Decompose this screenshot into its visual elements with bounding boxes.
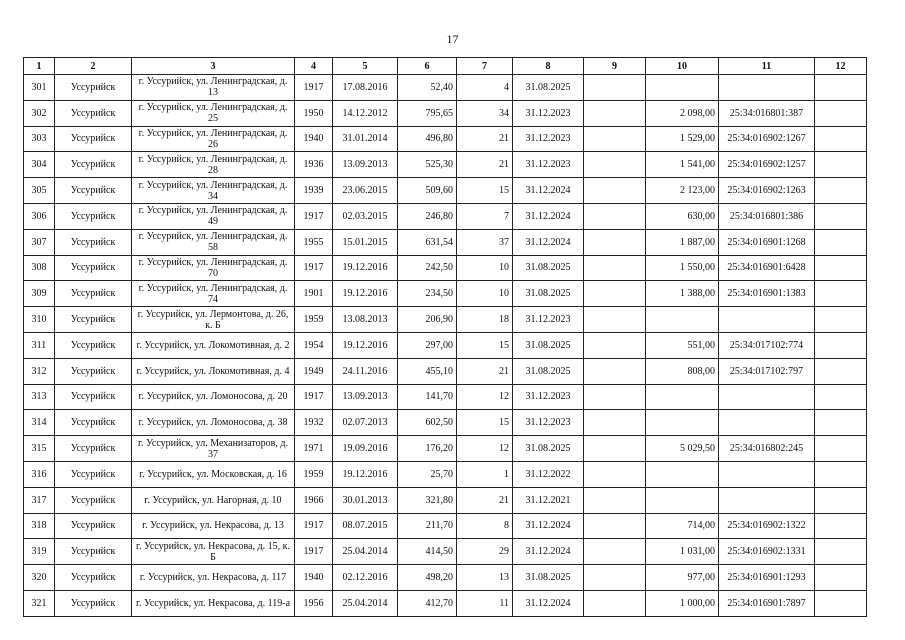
count-cell: 21 [457,126,513,152]
date-cell: 30.01.2013 [333,487,398,513]
city-cell: Уссурийск [55,307,132,333]
col9-cell [584,229,646,255]
cadastral-number-cell: 25:34:016902:1331 [719,539,815,565]
city-cell: Уссурийск [55,203,132,229]
city-cell: Уссурийск [55,255,132,281]
value-cell: 630,00 [646,203,719,229]
value-cell: 1 541,00 [646,152,719,178]
area-cell: 455,10 [398,358,457,384]
table-row [24,178,867,204]
table-row [24,126,867,152]
area-cell: 602,50 [398,410,457,436]
value-cell: 1 388,00 [646,281,719,307]
date-cell: 02.12.2016 [333,565,398,591]
cadastral-number-cell: 25:34:016902:1263 [719,178,815,204]
cadastral-number-cell: 25:34:016902:1322 [719,513,815,539]
count-cell: 34 [457,100,513,126]
address-cell: г. Уссурийск, ул. Ленинградская, д. 70 [132,255,295,281]
value-cell: 1 031,00 [646,539,719,565]
value-cell: 1 550,00 [646,255,719,281]
area-cell: 176,20 [398,436,457,462]
col12-cell [815,436,867,462]
deadline-cell: 31.08.2025 [513,358,584,384]
city-cell: Уссурийск [55,410,132,436]
deadline-cell: 31.08.2025 [513,565,584,591]
value-cell: 2 098,00 [646,100,719,126]
date-cell: 24.11.2016 [333,358,398,384]
year-cell: 1971 [295,436,333,462]
col12-cell [815,255,867,281]
area-cell: 496,80 [398,126,457,152]
col9-cell [584,178,646,204]
col9-cell [584,539,646,565]
date-cell: 14.12.2012 [333,100,398,126]
date-cell: 25.04.2014 [333,590,398,616]
area-cell: 525,30 [398,152,457,178]
year-cell: 1917 [295,75,333,101]
table-row [24,100,867,126]
deadline-cell: 31.12.2023 [513,384,584,410]
table-row [24,590,867,616]
city-cell: Уссурийск [55,487,132,513]
deadline-cell: 31.12.2024 [513,178,584,204]
count-cell: 18 [457,307,513,333]
column-header: 1 [24,58,55,75]
address-cell: г. Уссурийск, ул. Ломоносова, д. 20 [132,384,295,410]
address-cell: г. Уссурийск, ул. Ломоносова, д. 38 [132,410,295,436]
city-cell: Уссурийск [55,384,132,410]
deadline-cell: 31.12.2021 [513,487,584,513]
row-number-cell: 310 [24,307,55,333]
date-cell: 15.01.2015 [333,229,398,255]
count-cell: 8 [457,513,513,539]
address-cell: г. Уссурийск, ул. Некрасова, д. 117 [132,565,295,591]
column-header: 12 [815,58,867,75]
count-cell: 1 [457,461,513,487]
col9-cell [584,281,646,307]
date-cell: 13.08.2013 [333,307,398,333]
col9-cell [584,410,646,436]
col9-cell [584,487,646,513]
city-cell: Уссурийск [55,436,132,462]
table-row [24,203,867,229]
year-cell: 1917 [295,203,333,229]
address-cell: г. Уссурийск, ул. Ленинградская, д. 34 [132,178,295,204]
col9-cell [584,436,646,462]
year-cell: 1956 [295,590,333,616]
cadastral-number-cell: 25:34:016901:7897 [719,590,815,616]
count-cell: 37 [457,229,513,255]
table-row [24,539,867,565]
table-row [24,513,867,539]
col12-cell [815,152,867,178]
address-cell: г. Уссурийск, ул. Нагорная, д. 10 [132,487,295,513]
table-row [24,281,867,307]
cadastral-number-cell: 25:34:016901:1383 [719,281,815,307]
area-cell: 211,70 [398,513,457,539]
deadline-cell: 31.08.2025 [513,255,584,281]
col9-cell [584,100,646,126]
table-row [24,384,867,410]
count-cell: 15 [457,178,513,204]
date-cell: 19.12.2016 [333,281,398,307]
city-cell: Уссурийск [55,513,132,539]
table-row [24,75,867,101]
row-number-cell: 302 [24,100,55,126]
count-cell: 4 [457,75,513,101]
area-cell: 52,40 [398,75,457,101]
value-cell [646,410,719,436]
deadline-cell: 31.08.2025 [513,281,584,307]
col12-cell [815,487,867,513]
deadline-cell: 31.12.2023 [513,307,584,333]
col9-cell [584,75,646,101]
cadastral-number-cell [719,75,815,101]
cadastral-number-cell: 25:34:016901:1268 [719,229,815,255]
year-cell: 1949 [295,358,333,384]
deadline-cell: 31.12.2023 [513,126,584,152]
city-cell: Уссурийск [55,565,132,591]
date-cell: 17.08.2016 [333,75,398,101]
col12-cell [815,513,867,539]
city-cell: Уссурийск [55,332,132,358]
row-number-cell: 318 [24,513,55,539]
area-cell: 234,50 [398,281,457,307]
city-cell: Уссурийск [55,539,132,565]
column-header: 8 [513,58,584,75]
col12-cell [815,203,867,229]
value-cell [646,307,719,333]
table-row [24,332,867,358]
city-cell: Уссурийск [55,178,132,204]
column-header: 5 [333,58,398,75]
deadline-cell: 31.08.2025 [513,436,584,462]
value-cell: 2 123,00 [646,178,719,204]
date-cell: 08.07.2015 [333,513,398,539]
housing-register-table [23,57,867,617]
count-cell: 10 [457,281,513,307]
value-cell [646,384,719,410]
count-cell: 7 [457,203,513,229]
deadline-cell: 31.12.2023 [513,100,584,126]
address-cell: г. Уссурийск, ул. Лермонтова, д. 26, к. Б [132,307,295,333]
city-cell: Уссурийск [55,229,132,255]
row-number-cell: 311 [24,332,55,358]
row-number-cell: 301 [24,75,55,101]
row-number-cell: 319 [24,539,55,565]
table-row [24,565,867,591]
col9-cell [584,126,646,152]
table-row [24,410,867,436]
area-cell: 246,80 [398,203,457,229]
date-cell: 23.06.2015 [333,178,398,204]
row-number-cell: 316 [24,461,55,487]
row-number-cell: 306 [24,203,55,229]
column-header: 7 [457,58,513,75]
city-cell: Уссурийск [55,100,132,126]
address-cell: г. Уссурийск, ул. Ленинградская, д. 58 [132,229,295,255]
value-cell: 977,00 [646,565,719,591]
city-cell: Уссурийск [55,75,132,101]
col12-cell [815,332,867,358]
value-cell: 808,00 [646,358,719,384]
col12-cell [815,281,867,307]
row-number-cell: 314 [24,410,55,436]
col9-cell [584,332,646,358]
column-header: 10 [646,58,719,75]
col12-cell [815,539,867,565]
col9-cell [584,461,646,487]
row-number-cell: 303 [24,126,55,152]
row-number-cell: 315 [24,436,55,462]
deadline-cell: 31.12.2023 [513,410,584,436]
page-number: 17 [446,32,459,46]
year-cell: 1966 [295,487,333,513]
address-cell: г. Уссурийск, ул. Ленинградская, д. 25 [132,100,295,126]
deadline-cell: 31.12.2024 [513,513,584,539]
address-cell: г. Уссурийск, ул. Ленинградская, д. 28 [132,152,295,178]
col9-cell [584,565,646,591]
column-header: 3 [132,58,295,75]
city-cell: Уссурийск [55,461,132,487]
count-cell: 15 [457,410,513,436]
col12-cell [815,590,867,616]
count-cell: 15 [457,332,513,358]
col9-cell [584,513,646,539]
column-header: 6 [398,58,457,75]
count-cell: 21 [457,152,513,178]
table-row [24,152,867,178]
cadastral-number-cell: 25:34:016901:6428 [719,255,815,281]
table-row [24,307,867,333]
address-cell: г. Уссурийск, ул. Локомотивная, д. 4 [132,358,295,384]
cadastral-number-cell: 25:34:016801:387 [719,100,815,126]
col12-cell [815,178,867,204]
date-cell: 19.12.2016 [333,332,398,358]
year-cell: 1954 [295,332,333,358]
cadastral-number-cell: 25:34:016802:245 [719,436,815,462]
col12-cell [815,384,867,410]
cadastral-number-cell [719,410,815,436]
city-cell: Уссурийск [55,358,132,384]
cadastral-number-cell: 25:34:016901:1293 [719,565,815,591]
year-cell: 1932 [295,410,333,436]
col12-cell [815,100,867,126]
column-header: 2 [55,58,132,75]
row-number-cell: 307 [24,229,55,255]
cadastral-number-cell: 25:34:016902:1257 [719,152,815,178]
col9-cell [584,384,646,410]
col9-cell [584,203,646,229]
column-header: 9 [584,58,646,75]
cadastral-number-cell: 25:34:016902:1267 [719,126,815,152]
address-cell: г. Уссурийск, ул. Ленинградская, д. 49 [132,203,295,229]
row-number-cell: 321 [24,590,55,616]
count-cell: 21 [457,358,513,384]
table-row [24,487,867,513]
value-cell: 5 029,50 [646,436,719,462]
address-cell: г. Уссурийск, ул. Ленинградская, д. 13 [132,75,295,101]
deadline-cell: 31.12.2024 [513,229,584,255]
row-number-cell: 304 [24,152,55,178]
deadline-cell: 31.12.2023 [513,152,584,178]
year-cell: 1917 [295,384,333,410]
table-row [24,358,867,384]
address-cell: г. Уссурийск, ул. Некрасова, д. 119-а [132,590,295,616]
col9-cell [584,307,646,333]
city-cell: Уссурийск [55,126,132,152]
city-cell: Уссурийск [55,590,132,616]
area-cell: 498,20 [398,565,457,591]
row-number-cell: 309 [24,281,55,307]
cadastral-number-cell [719,384,815,410]
city-cell: Уссурийск [55,152,132,178]
year-cell: 1917 [295,255,333,281]
row-number-cell: 312 [24,358,55,384]
col9-cell [584,358,646,384]
deadline-cell: 31.12.2022 [513,461,584,487]
year-cell: 1940 [295,126,333,152]
count-cell: 12 [457,384,513,410]
date-cell: 31.01.2014 [333,126,398,152]
table-row [24,229,867,255]
deadline-cell: 31.08.2025 [513,332,584,358]
value-cell: 714,00 [646,513,719,539]
count-cell: 13 [457,565,513,591]
date-cell: 19.09.2016 [333,436,398,462]
area-cell: 297,00 [398,332,457,358]
column-header: 4 [295,58,333,75]
table-row [24,436,867,462]
date-cell: 25.04.2014 [333,539,398,565]
value-cell [646,461,719,487]
year-cell: 1901 [295,281,333,307]
date-cell: 13.09.2013 [333,384,398,410]
value-cell: 1 887,00 [646,229,719,255]
count-cell: 11 [457,590,513,616]
year-cell: 1950 [295,100,333,126]
col9-cell [584,590,646,616]
year-cell: 1939 [295,178,333,204]
address-cell: г. Уссурийск, ул. Московская, д. 16 [132,461,295,487]
year-cell: 1959 [295,307,333,333]
area-cell: 321,80 [398,487,457,513]
area-cell: 25,70 [398,461,457,487]
cadastral-number-cell [719,487,815,513]
year-cell: 1917 [295,513,333,539]
table-row [24,255,867,281]
row-number-cell: 305 [24,178,55,204]
col12-cell [815,358,867,384]
cadastral-number-cell: 25:34:016801:386 [719,203,815,229]
col12-cell [815,565,867,591]
value-cell: 1 000,00 [646,590,719,616]
address-cell: г. Уссурийск, ул. Некрасова, д. 13 [132,513,295,539]
address-cell: г. Уссурийск, ул. Механизаторов, д. 37 [132,436,295,462]
col12-cell [815,307,867,333]
row-number-cell: 317 [24,487,55,513]
date-cell: 02.07.2013 [333,410,398,436]
deadline-cell: 31.12.2024 [513,539,584,565]
header-row [24,58,867,75]
cadastral-number-cell [719,307,815,333]
area-cell: 414,50 [398,539,457,565]
row-number-cell: 313 [24,384,55,410]
col9-cell [584,152,646,178]
count-cell: 21 [457,487,513,513]
address-cell: г. Уссурийск, ул. Ленинградская, д. 26 [132,126,295,152]
col12-cell [815,461,867,487]
row-number-cell: 320 [24,565,55,591]
cadastral-number-cell: 25:34:017102:797 [719,358,815,384]
date-cell: 13.09.2013 [333,152,398,178]
area-cell: 141,70 [398,384,457,410]
year-cell: 1959 [295,461,333,487]
deadline-cell: 31.12.2024 [513,203,584,229]
address-cell: г. Уссурийск, ул. Некрасова, д. 15, к. Б [132,539,295,565]
year-cell: 1940 [295,565,333,591]
col12-cell [815,75,867,101]
value-cell [646,75,719,101]
col12-cell [815,229,867,255]
area-cell: 795,65 [398,100,457,126]
col12-cell [815,410,867,436]
count-cell: 12 [457,436,513,462]
address-cell: г. Уссурийск, ул. Ленинградская, д. 74 [132,281,295,307]
value-cell: 1 529,00 [646,126,719,152]
col9-cell [584,255,646,281]
value-cell: 551,00 [646,332,719,358]
city-cell: Уссурийск [55,281,132,307]
table-row [24,461,867,487]
area-cell: 412,70 [398,590,457,616]
area-cell: 242,50 [398,255,457,281]
col12-cell [815,126,867,152]
value-cell [646,487,719,513]
area-cell: 631,54 [398,229,457,255]
date-cell: 19.12.2016 [333,255,398,281]
date-cell: 02.03.2015 [333,203,398,229]
address-cell: г. Уссурийск, ул. Локомотивная, д. 2 [132,332,295,358]
count-cell: 29 [457,539,513,565]
column-header: 11 [719,58,815,75]
area-cell: 206,90 [398,307,457,333]
count-cell: 10 [457,255,513,281]
cadastral-number-cell [719,461,815,487]
row-number-cell: 308 [24,255,55,281]
cadastral-number-cell: 25:34:017102:774 [719,332,815,358]
year-cell: 1917 [295,539,333,565]
date-cell: 19.12.2016 [333,461,398,487]
year-cell: 1955 [295,229,333,255]
deadline-cell: 31.08.2025 [513,75,584,101]
area-cell: 509,60 [398,178,457,204]
deadline-cell: 31.12.2024 [513,590,584,616]
year-cell: 1936 [295,152,333,178]
